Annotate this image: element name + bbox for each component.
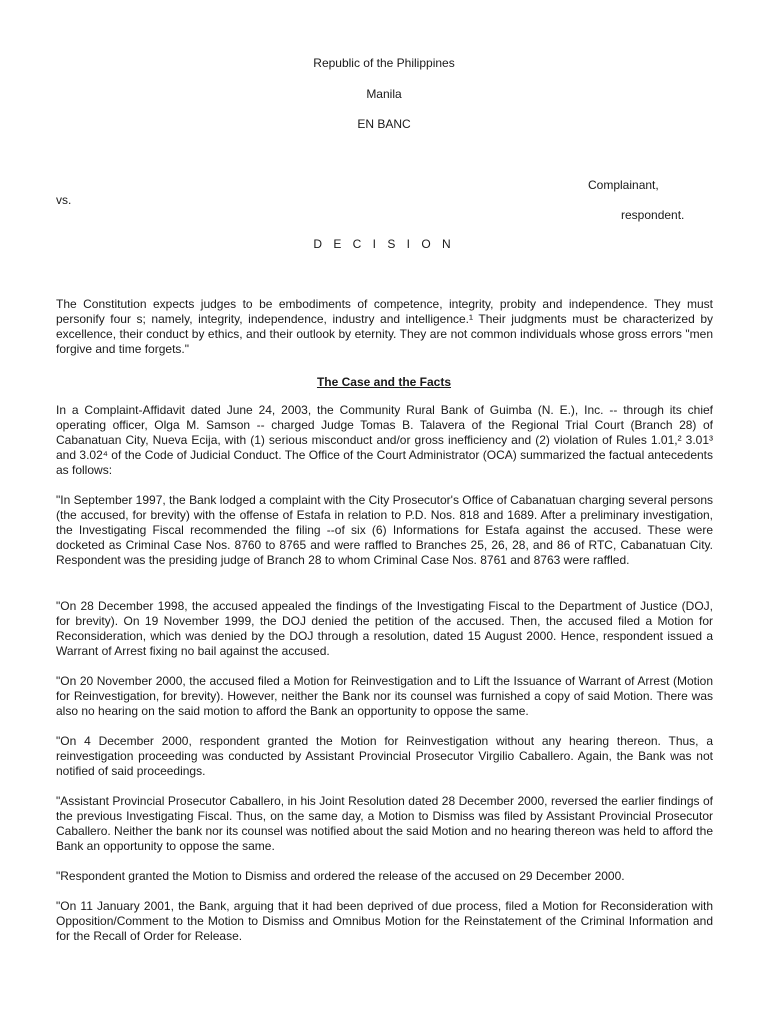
paragraph-8: "On 11 January 2001, the Bank, arguing that it had been deprived of due process, filed a Motion for Reconsideration with Opposition/Comment to the Motion to Dismiss and Omnibus Motion for the Reinstatement of the Criminal Information and for the Recall of Order for Release.: [56, 899, 713, 943]
paragraph-5: "On 4 December 2000, respondent granted the Motion for Reinvestigation without any hearing thereon. Thus, a reinvestigation proceeding was conducted by Assistant Provincial Prosecutor Virgilio Caballero. Again, the Bank was not notified of said proceedings.: [56, 734, 713, 778]
paragraph-3: "On 28 December 1998, the accused appealed the findings of the Investigating Fiscal to the Department of Justice (DOJ, for brevity). On 19 November 1999, the DOJ denied the petition of the accused. Then, the accused filed a Motion for Reconsideration, which was denied by the DOJ through a resolution, dated 15 August 2000. Hence, respondent issued a Warrant of Arrest fixing no bail against the accused.: [56, 599, 713, 658]
header-court: EN BANC: [357, 117, 411, 131]
intro-paragraph: The Constitution expects judges to be embodiments of competence, integrity, probity and independence. They must personify four s; namely, integrity, independence, industry and intelligence.¹ Their judgments must be characterized by excellence, their conduct by ethics, and their outlook by eternity. They are not common individuals whose gross errors "men forgive and time forgets.": [56, 297, 713, 356]
versus-label: vs.: [56, 193, 72, 207]
paragraph-7: "Respondent granted the Motion to Dismiss and ordered the release of the accused on 29 December 2000.: [56, 869, 625, 883]
paragraph-4: "On 20 November 2000, the accused filed a Motion for Reinvestigation and to Lift the Issuance of Warrant of Arrest (Motion for Reinvestigation, for brevity). However, neither the Bank nor its counsel was furnished a copy of said Motion. There was also no hearing on the said motion to afford the Bank an opportunity to oppose the same.: [56, 674, 713, 718]
header-republic: Republic of the Philippines: [313, 56, 455, 70]
paragraph-6: "Assistant Provincial Prosecutor Caballero, in his Joint Resolution dated 28 December 2000, reversed the earlier findings of the previous Investigating Fiscal. Thus, on the same day, a Motion to Dismiss was filed by Assistant Provincial Prosecutor Caballero. Neither the bank nor its counsel was notified about the said Motion and no hearing thereon was held to afford the Bank an opportunity to oppose the same.: [56, 794, 713, 853]
section-title: The Case and the Facts: [316, 375, 452, 389]
paragraph-1: In a Complaint-Affidavit dated June 24, 2003, the Community Rural Bank of Guimba (N. E.), Inc. -- through its chief operating officer, Olga M. Samson -- charged Judge Tomas B. Talavera of the Regional Trial Court (Branch 28) of Cabanatuan City, Nueva Ecija, with (1) serious misconduct and/or gross inefficiency and (2) violation of Rules 1.01,² 3.01³ and 3.02⁴ of the Code of Judicial Conduct. The Office of the Court Administrator (OCA) summarized the factual antecedents as follows:: [56, 403, 713, 477]
complainant-label: Complainant,: [588, 178, 659, 192]
respondent-label: respondent.: [621, 208, 685, 222]
header-city: Manila: [366, 87, 402, 101]
decision-title: D E C I S I O N: [313, 237, 455, 251]
paragraph-2: "In September 1997, the Bank lodged a complaint with the City Prosecutor's Office of Cabanatuan charging several persons (the accused, for brevity) with the offense of Estafa in relation to P.D. Nos. 818 and 1689. After a preliminary investigation, the Investigating Fiscal recommended the filing --of six (6) Informations for Estafa against the accused. These were docketed as Criminal Case Nos. 8760 to 8765 and were raffled to Branches 25, 26, 28, and 86 of RTC, Cabanatuan City. Respondent was the presiding judge of Branch 28 to whom Criminal Case Nos. 8761 and 8763 were raffled.: [56, 493, 713, 567]
